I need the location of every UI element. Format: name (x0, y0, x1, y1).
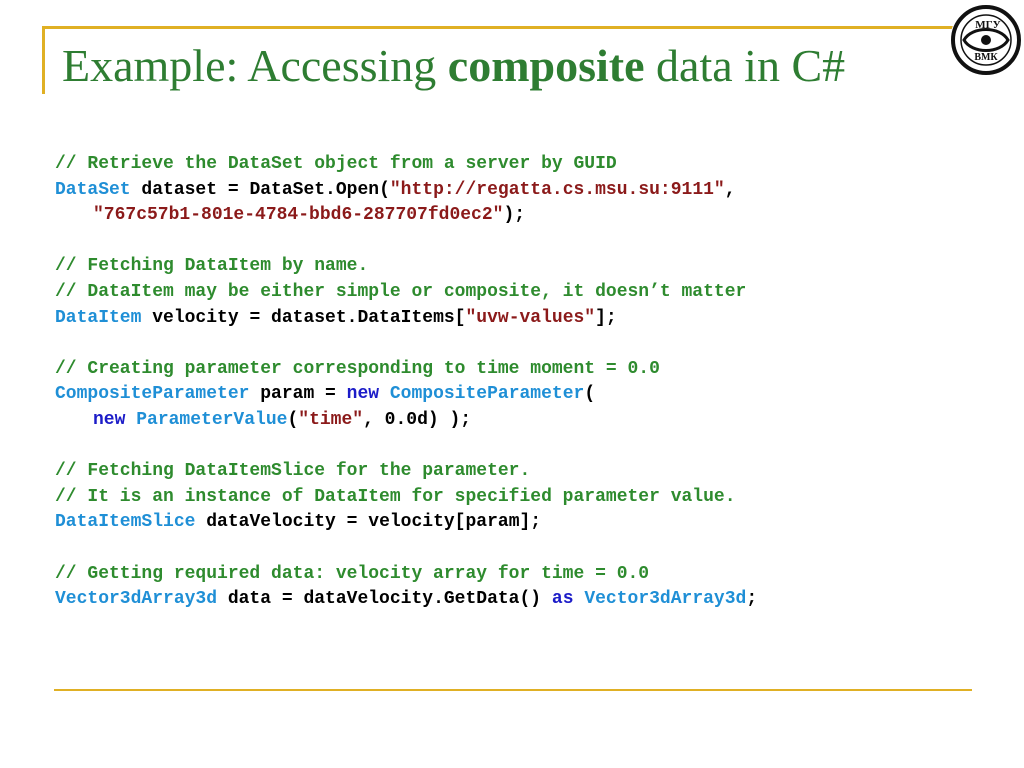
code-type: DataSet (55, 179, 131, 200)
code-line-7 (55, 306, 995, 332)
title-accent-vertical-bar (42, 26, 45, 94)
code-type: Vector3dArray3d (584, 589, 747, 610)
code-text (379, 384, 390, 404)
code-text: , 0.0d) ); (363, 409, 472, 430)
footer-divider (54, 689, 972, 691)
code-string: "uvw-values" (465, 307, 596, 328)
logo-text-top: МГУ (975, 19, 1001, 31)
code-blank-line (55, 536, 995, 562)
code-text: dataset = DataSet.Open( (130, 179, 390, 200)
code-line-6 (55, 280, 995, 306)
code-line-3 (55, 203, 995, 229)
code-text: ( (287, 409, 299, 430)
code-block (55, 152, 995, 613)
code-keyword: new (346, 384, 380, 405)
code-text (574, 589, 585, 609)
code-comment: // Getting required data: velocity array for time = 0.0 (55, 563, 650, 584)
code-blank-line (55, 331, 995, 357)
code-text: param = (249, 384, 347, 405)
code-text: ); (503, 205, 526, 226)
slide-title (62, 36, 845, 96)
msu-cmc-emblem-icon (950, 4, 1022, 76)
code-string: "767c57b1-801e-4784-bbd6-287707fd0ec2" (93, 205, 504, 226)
logo-text-bottom: ВМК (974, 52, 998, 63)
title-bold-word: composite (447, 40, 645, 91)
code-line-14 (55, 485, 995, 511)
code-line-10 (55, 382, 995, 408)
code-text: velocity = dataset.DataItems[ (141, 307, 466, 328)
code-comment: // Fetching DataItem by name. (55, 256, 369, 277)
code-comment: // Retrieve the DataSet object from a server by GUID (55, 154, 617, 174)
code-type: DataItemSlice (55, 512, 196, 533)
code-line-13 (55, 459, 995, 485)
code-type: CompositeParameter (389, 384, 585, 405)
code-text: dataVelocity = velocity[param]; (195, 512, 542, 533)
code-line-1 (55, 152, 995, 178)
code-keyword: as (551, 589, 574, 610)
code-line-15 (55, 510, 995, 536)
code-text: , (724, 179, 736, 200)
code-line-17 (55, 562, 995, 588)
code-keyword: new (93, 409, 126, 430)
code-text: ]; (595, 307, 617, 328)
code-type: DataItem (55, 307, 142, 328)
code-text: data = dataVelocity.GetData() (217, 589, 552, 610)
code-line-5 (55, 254, 995, 280)
code-blank-line (55, 434, 995, 460)
code-comment: // Fetching DataItemSlice for the parameter. (55, 461, 531, 482)
code-line-2 (55, 178, 995, 204)
code-text: ( (584, 384, 596, 405)
code-type: Vector3dArray3d (55, 589, 218, 610)
code-comment: // Creating parameter corresponding to time moment = 0.0 (55, 358, 660, 379)
code-type: ParameterValue (136, 409, 288, 430)
code-blank-line (55, 229, 995, 255)
code-line-9 (55, 357, 995, 383)
code-line-11 (55, 408, 995, 434)
title-suffix: data in C# (644, 40, 846, 91)
code-comment: // It is an instance of DataItem for specified parameter value. (55, 486, 736, 507)
code-string: "time" (298, 409, 364, 430)
code-comment: // DataItem may be either simple or composite, it doesn’t matter (55, 281, 747, 302)
code-text (125, 410, 136, 430)
title-prefix: Example: Accessing (62, 40, 448, 91)
code-type: CompositeParameter (55, 384, 250, 405)
code-string: "http://regatta.cs.msu.su:9111" (389, 179, 725, 200)
title-accent-top-rule (42, 26, 992, 29)
code-line-18 (55, 587, 995, 613)
code-text: ; (746, 589, 758, 610)
